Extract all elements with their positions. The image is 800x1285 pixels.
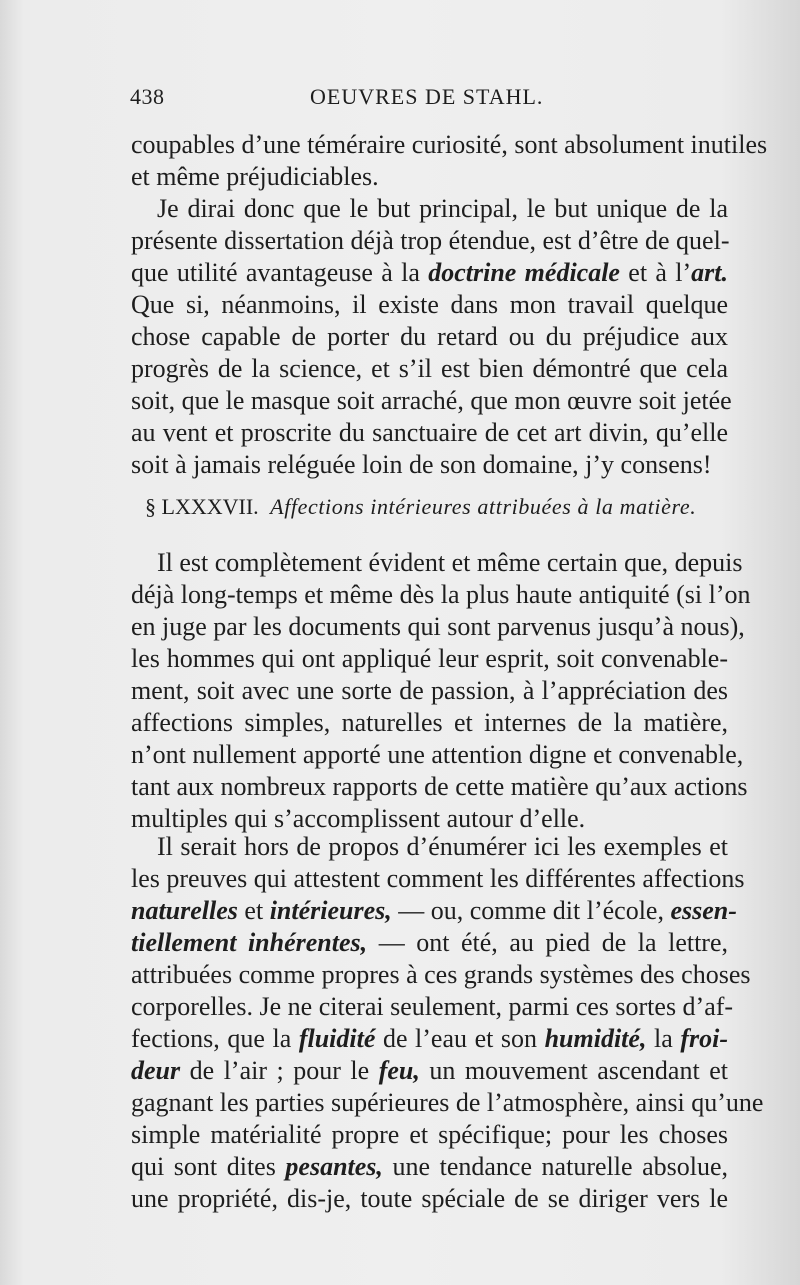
text-line: déjà long-temps et même dès la plus haute antiquité (si l’on — [131, 580, 751, 609]
text-line: au vent et proscrite du sanctuaire de cet art divin, qu’elle — [131, 418, 728, 447]
section-title: Affections intérieures attribuées à la matière. — [270, 494, 697, 519]
text-line: naturelles et intérieures, — ou, comme dit l’école, essen- — [131, 896, 737, 925]
text-line: les hommes qui ont appliqué leur esprit, soit convenable- — [131, 644, 728, 673]
text-line: deur de l’air ; pour le feu, un mouvement ascendant et — [131, 1056, 728, 1085]
text-line: les preuves qui attestent comment les différentes affections — [131, 864, 745, 893]
text-line: qui sont dites pesantes, une tendance naturelle absolue, — [131, 1152, 729, 1181]
text-line: que utilité avantageuse à la doctrine médicale et à l’art. — [131, 258, 729, 287]
text-line: Il serait hors de propos d’énumérer ici les exemples et — [157, 832, 728, 861]
text-line: en juge par les documents qui sont parvenus jusqu’à nous), — [131, 612, 745, 641]
text-line: Il est complètement évident et même certain que, depuis — [157, 548, 743, 577]
section-number: § LXXXVII. — [145, 494, 259, 519]
text-line: présente dissertation déjà trop étendue, est d’être de quel- — [131, 226, 730, 255]
text-line: chose capable de porter du retard ou du préjudice aux — [131, 322, 728, 351]
text-line: tiellement inhérentes, — ont été, au pied de la lettre, — [131, 928, 729, 957]
text-line: coupables d’une téméraire curiosité, sont absolument inutiles — [131, 130, 768, 159]
text-line: ment, soit avec une sorte de passion, à l’appréciation des — [131, 676, 728, 705]
text-line: corporelles. Je ne citerai seulement, parmi ces sortes d’af- — [131, 992, 734, 1021]
text-line: et même préjudiciables. — [131, 162, 379, 191]
text-line: Que si, néanmoins, il existe dans mon travail quelque — [131, 290, 728, 319]
text-line: attribuées comme propres à ces grands systèmes des choses — [131, 960, 751, 989]
text-line: Je dirai donc que le but principal, le but unique de la — [157, 194, 728, 223]
running-title: OEUVRES DE STAHL. — [310, 84, 544, 109]
text-line: n’ont nullement apporté une attention digne et convenable, — [131, 740, 744, 769]
text-line: une propriété, dis-je, toute spéciale de se diriger vers le — [131, 1184, 728, 1213]
text-line: gagnant les parties supérieures de l’atmosphère, ainsi qu’une — [131, 1088, 764, 1117]
text-line: soit, que le masque soit arraché, que mon œuvre soit jetée — [131, 386, 732, 415]
section-heading — [145, 490, 728, 524]
text-line: soit à jamais reléguée loin de son domaine, j’y consens! — [131, 450, 712, 479]
text-line: tant aux nombreux rapports de cette matière qu’aux actions — [131, 772, 748, 801]
text-line: fections, que la fluidité de l’eau et son humidité, la froi- — [131, 1024, 729, 1053]
text-line: affections simples, naturelles et internes de la matière, — [131, 708, 728, 737]
text-line: progrès de la science, et s’il est bien démontré que cela — [131, 354, 728, 383]
page-header — [130, 84, 730, 120]
page-number: 438 — [130, 84, 165, 109]
text-line: simple matérialité propre et spécifique; pour les choses — [131, 1120, 728, 1149]
text-line: multiples qui s’accomplissent autour d’elle. — [131, 804, 586, 833]
